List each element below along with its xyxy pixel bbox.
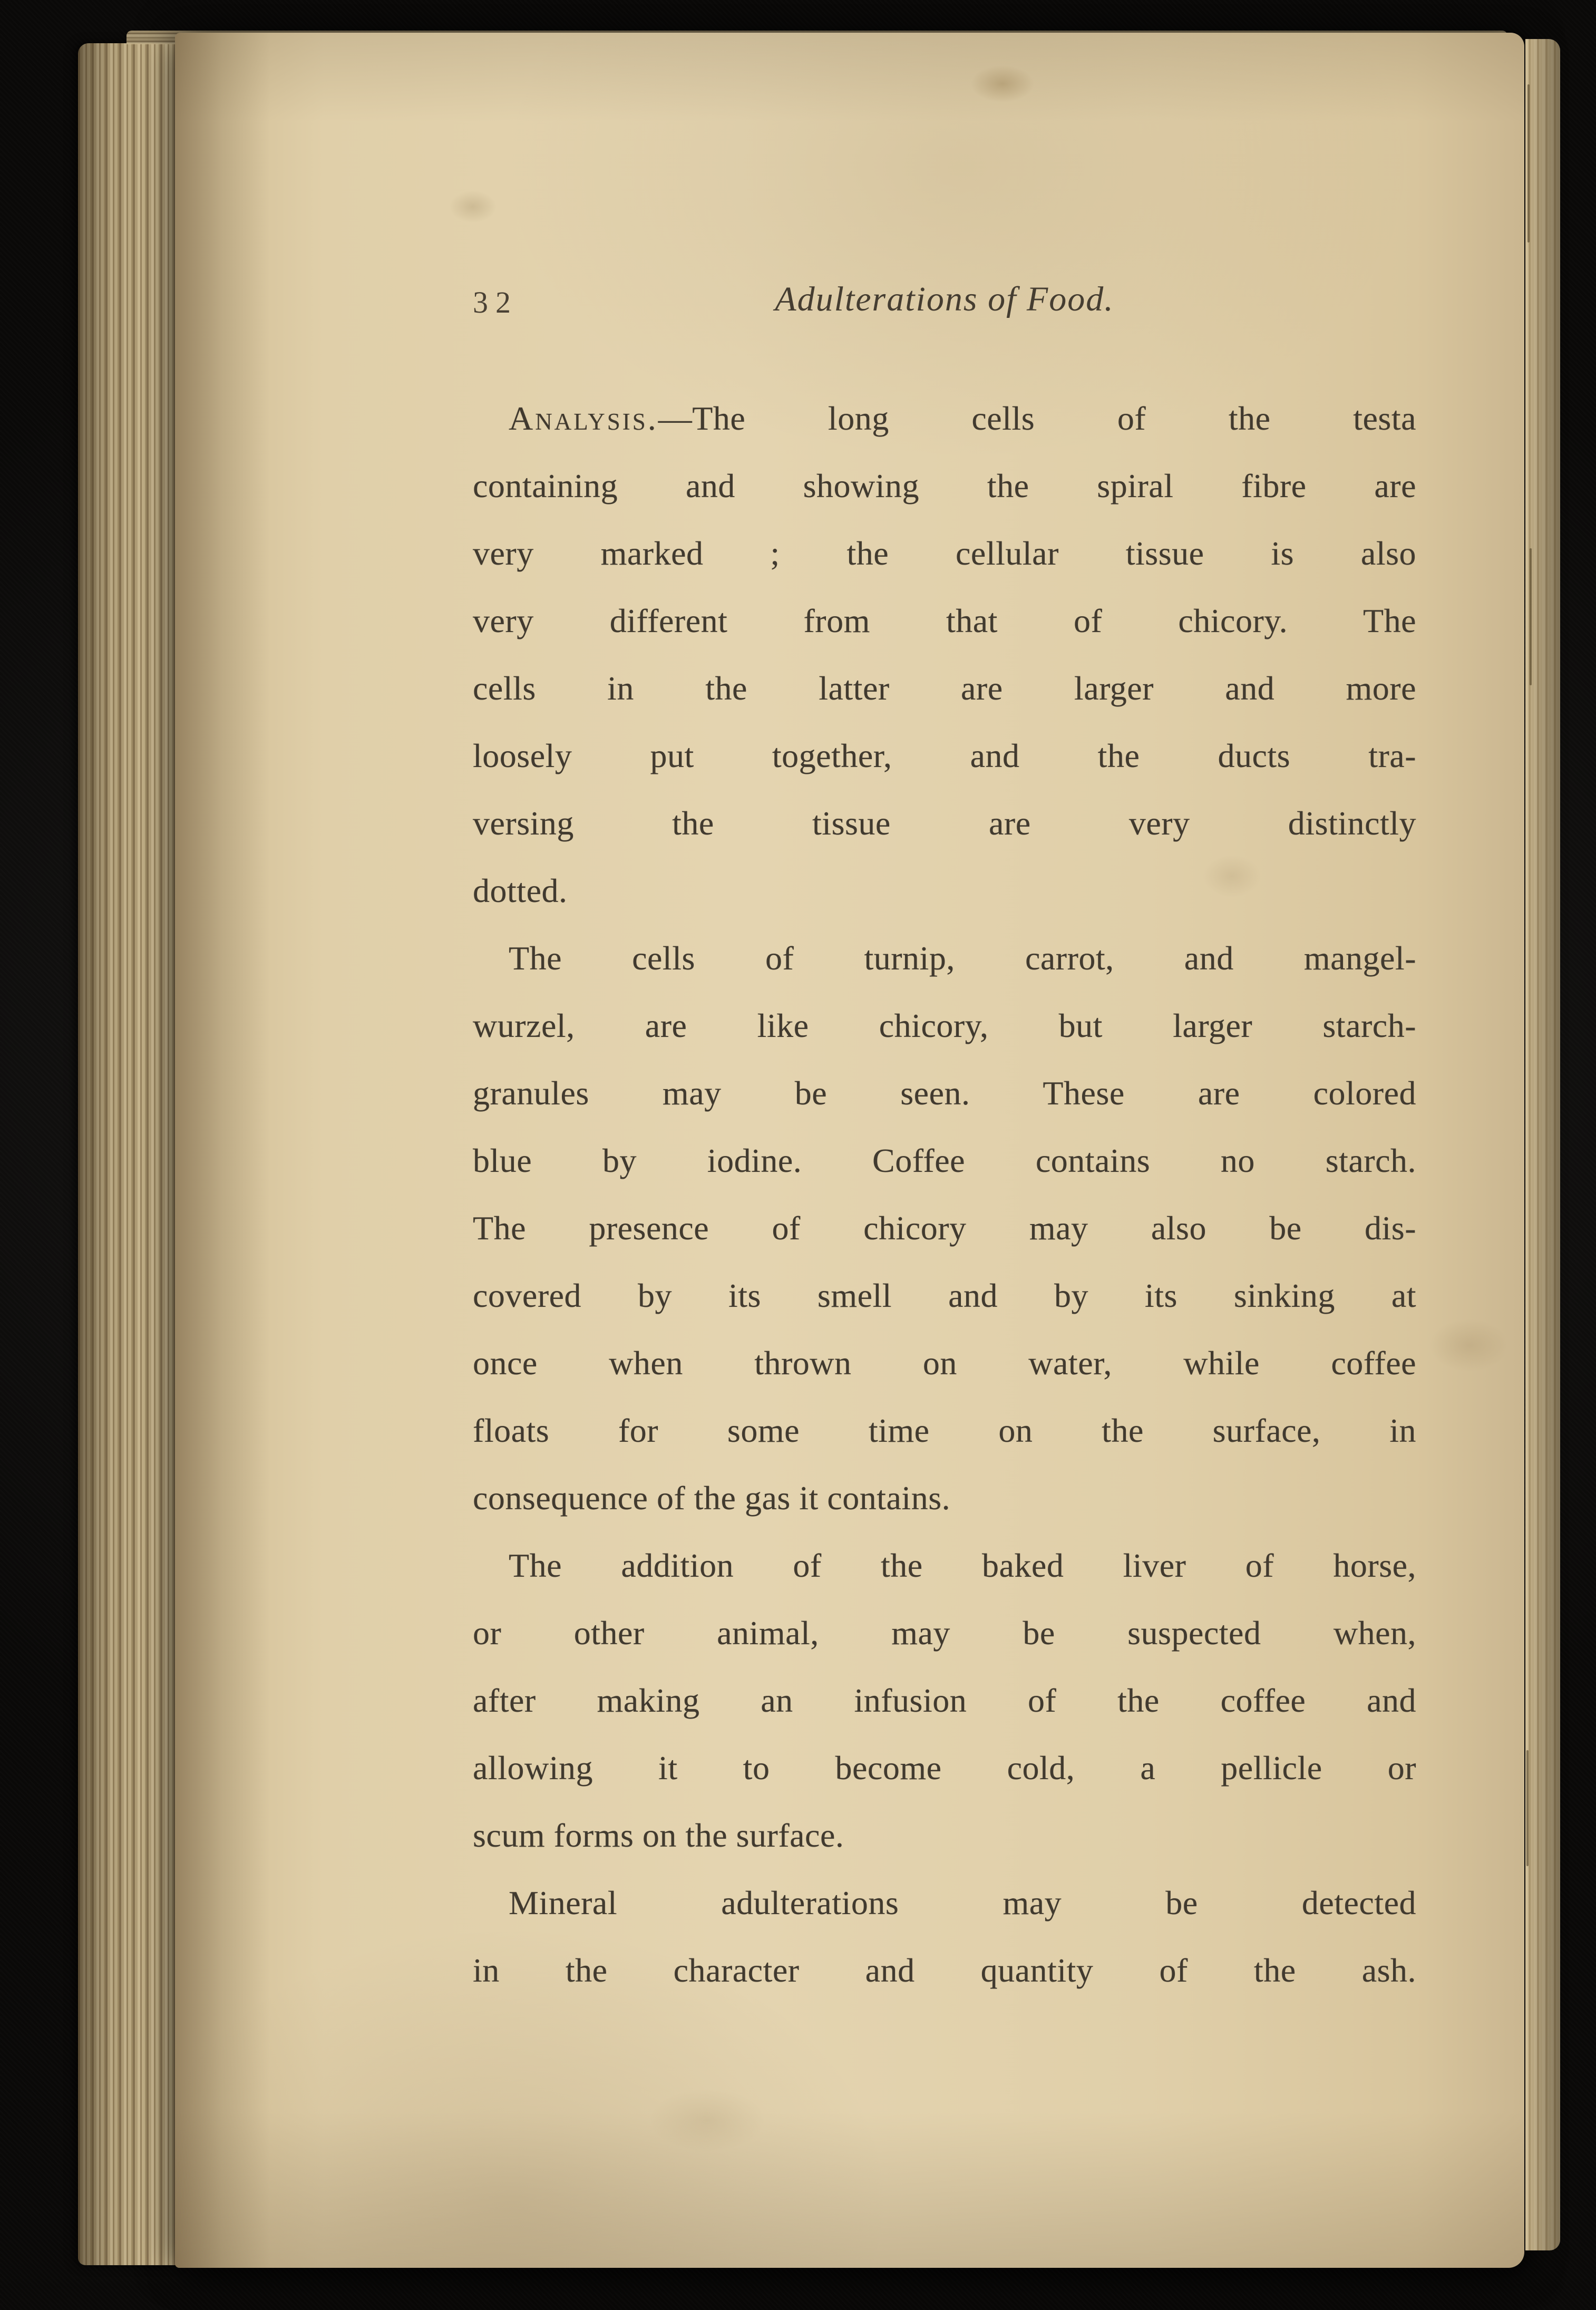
running-header: Adulterations of Food. (775, 280, 1114, 318)
text-line: allowing it to become cold, a pellicle or (473, 1749, 1416, 1787)
book-page (175, 33, 1524, 2268)
paper-stain (649, 2089, 765, 2152)
fore-edge-tear (1530, 548, 1532, 685)
text-line: consequence of the gas it contains. (473, 1479, 951, 1517)
fore-edge-tear (1527, 84, 1530, 242)
paragraph (473, 1869, 1416, 2004)
text-line: Analysis.—The long cells of the testa (509, 400, 1416, 437)
text-line: blue by iodine. Coffee contains no starch. (473, 1142, 1416, 1179)
text-line: versing the tissue are very distinctly (473, 804, 1416, 842)
text-line: or other animal, may be suspected when, (473, 1614, 1416, 1652)
text-line: containing and showing the spiral fibre are (473, 467, 1416, 504)
paragraph (473, 385, 1416, 925)
text-line: in the character and quantity of the ash. (473, 1952, 1416, 1989)
paper-stain (971, 65, 1034, 102)
text-line: very marked ; the cellular tissue is also (473, 535, 1416, 572)
text-line: dotted. (473, 872, 568, 909)
text-line: floats for some time on the surface, in (473, 1412, 1416, 1449)
paper-stain (449, 191, 497, 222)
paper-stain (1429, 1319, 1509, 1372)
page-header (473, 279, 1416, 337)
text-line: granules may be seen. These are colored (473, 1074, 1416, 1112)
paragraph (473, 1532, 1416, 1869)
text-line: The presence of chicory may also be dis- (473, 1209, 1416, 1247)
text-line: Mineral adulterations may be detected (509, 1884, 1416, 1921)
text-line: after making an infusion of the coffee and (473, 1682, 1416, 1719)
page-number: 32 (473, 285, 518, 319)
body-text (473, 385, 1416, 2004)
text-line: The addition of the baked liver of horse, (509, 1547, 1416, 1584)
text-line: covered by its smell and by its sinking at (473, 1277, 1416, 1314)
text-line: wurzel, are like chicory, but larger starch- (473, 1007, 1416, 1044)
text-line: very different from that of chicory. The (473, 602, 1416, 639)
text-line: cells in the latter are larger and more (473, 669, 1416, 707)
text-line: scum forms on the surface. (473, 1817, 844, 1854)
text-line: The cells of turnip, carrot, and mangel- (509, 939, 1416, 977)
fore-edge-tear (1526, 1750, 1529, 1866)
text-line: once when thrown on water, while coffee (473, 1344, 1416, 1382)
gutter-shadow (175, 33, 270, 2268)
lead-smallcaps-word: Analysis. (509, 400, 658, 437)
text-line: loosely put together, and the ducts tra- (473, 737, 1416, 774)
paragraph (473, 925, 1416, 1532)
page-fore-edge (1525, 39, 1560, 2250)
page-stack-edge-left (78, 43, 181, 2265)
